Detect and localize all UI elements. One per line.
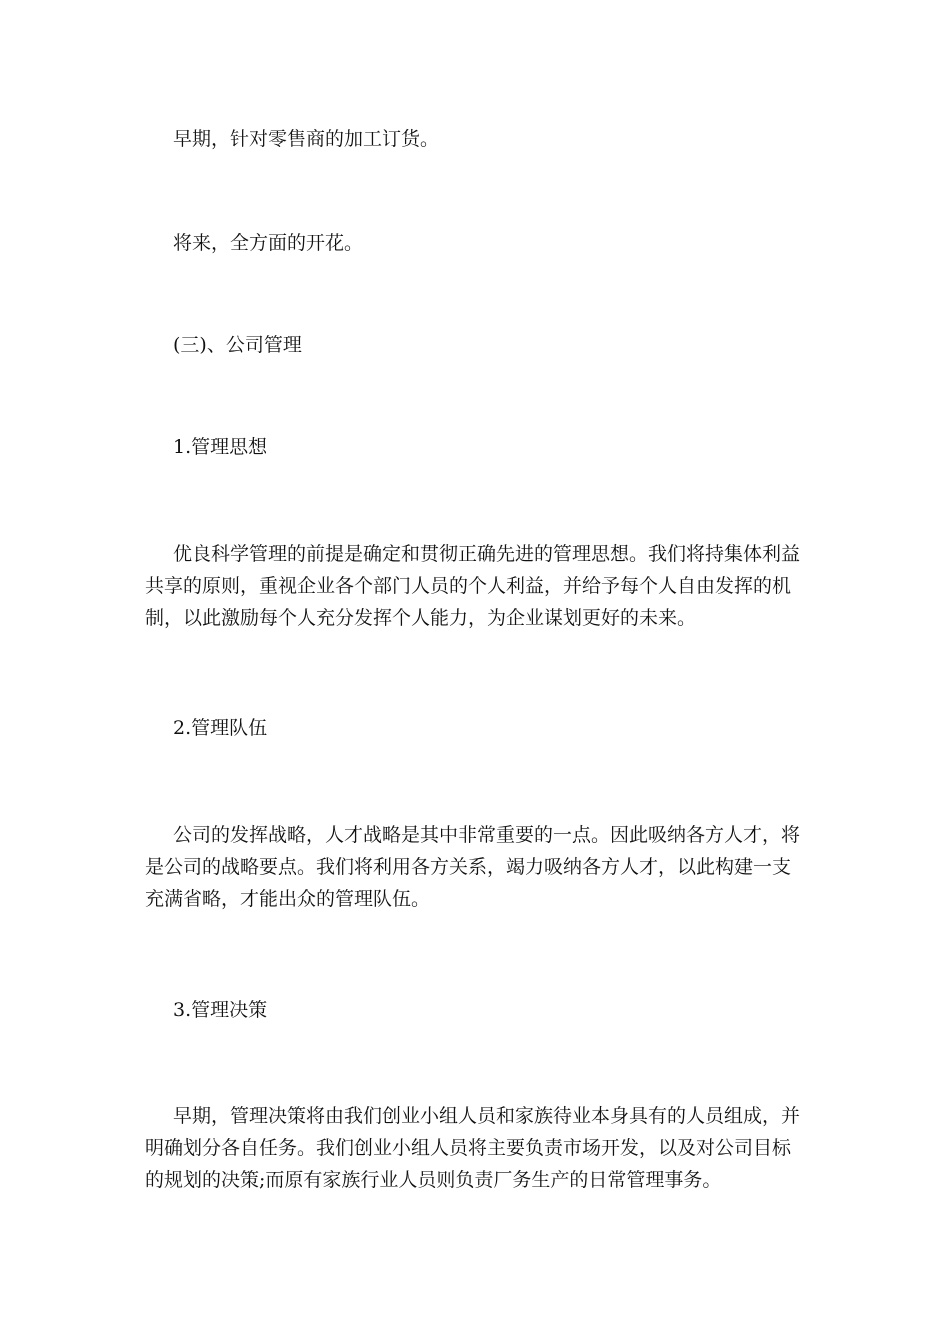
paragraph-line: 早期，管理决策将由我们创业小组人员和家族待业本身具有的人员组成，并 (173, 1105, 801, 1127)
paragraph-line: 的规划的决策;而原有家族行业人员则负责厂务生产的日常管理事务。 (145, 1169, 722, 1191)
subheading-management-philosophy: 1.管理思想 (173, 436, 268, 458)
paragraph-line: 公司的发挥战略，人才战略是其中非常重要的一点。因此吸纳各方人才，将 (173, 824, 801, 846)
subheading-management-decisions: 3.管理决策 (173, 999, 268, 1021)
paragraph-early-stage: 早期，针对零售商的加工订货。 (173, 128, 440, 150)
paragraph-line: 是公司的战略要点。我们将利用各方关系，竭力吸纳各方人才，以此构建一支 (145, 856, 792, 878)
paragraph-management-team (145, 819, 810, 915)
paragraph-management-decisions (145, 1100, 810, 1196)
paragraph-management-philosophy (145, 538, 810, 634)
paragraph-line: 充满省略，才能出众的管理队伍。 (145, 888, 431, 910)
paragraph-line: 明确划分各自任务。我们创业小组人员将主要负责市场开发，以及对公司目标 (145, 1137, 792, 1159)
paragraph-future: 将来，全方面的开花。 (173, 232, 364, 254)
paragraph-line: 共享的原则，重视企业各个部门人员的个人利益，并给予每个人自由发挥的机 (145, 575, 792, 597)
paragraph-line: 制，以此激励每个人充分发挥个人能力，为企业谋划更好的未来。 (145, 607, 697, 629)
paragraph-line: 优良科学管理的前提是确定和贯彻正确先进的管理思想。我们将持集体利益 (173, 543, 801, 565)
subheading-management-team: 2.管理队伍 (173, 717, 268, 739)
section-heading-company-management: (三)、公司管理 (173, 334, 302, 356)
